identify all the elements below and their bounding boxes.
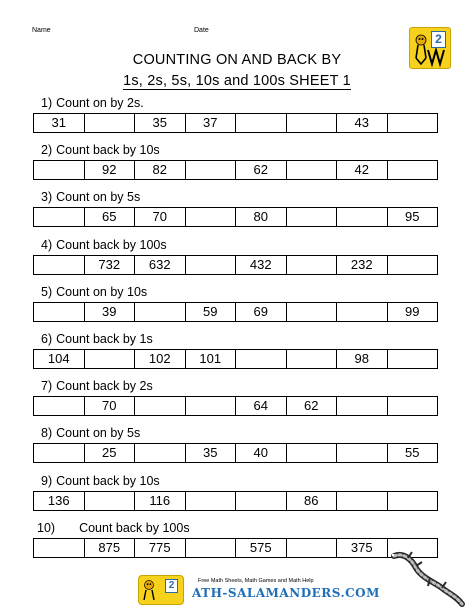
answer-blank-cell[interactable] xyxy=(388,492,438,510)
sequence-number-cell: 98 xyxy=(337,350,388,368)
answer-blank-cell[interactable] xyxy=(34,444,85,462)
question-instruction: Count back by 100s xyxy=(79,520,190,535)
sequence-number-cell: 104 xyxy=(34,350,85,368)
answer-blank-cell[interactable] xyxy=(85,492,136,510)
question-number: 10) xyxy=(37,520,56,535)
answer-blank-cell[interactable] xyxy=(236,350,287,368)
sequence-number-cell: 65 xyxy=(85,208,136,226)
answer-blank-cell[interactable] xyxy=(236,492,287,510)
answer-blank-cell[interactable] xyxy=(287,114,338,132)
answer-blank-cell[interactable] xyxy=(34,539,85,557)
question-title xyxy=(41,143,160,157)
sequence-number-cell: 101 xyxy=(186,350,237,368)
sequence-number-cell: 775 xyxy=(135,539,186,557)
sequence-number-cell: 39 xyxy=(85,303,136,321)
question-instruction: Count back by 10s xyxy=(56,143,160,158)
sequence-number-cell: 70 xyxy=(85,397,136,415)
question-instruction: Count back by 100s xyxy=(56,237,167,252)
question-instruction: Count back by 2s xyxy=(56,379,153,394)
answer-blank-cell[interactable] xyxy=(135,444,186,462)
question-number: 1) xyxy=(41,96,53,110)
number-sequence-row xyxy=(33,443,438,463)
answer-blank-cell[interactable] xyxy=(186,492,237,510)
answer-blank-cell[interactable] xyxy=(135,397,186,415)
sequence-number-cell: 25 xyxy=(85,444,136,462)
question-instruction: Count on by 10s xyxy=(56,284,148,299)
question-instruction: Count on by 5s xyxy=(56,190,141,205)
sequence-number-cell: 42 xyxy=(337,161,388,179)
answer-blank-cell[interactable] xyxy=(337,208,388,226)
sequence-number-cell: 86 xyxy=(287,492,338,510)
answer-blank-cell[interactable] xyxy=(287,208,338,226)
answer-blank-cell[interactable] xyxy=(85,114,136,132)
page-title xyxy=(0,52,474,68)
answer-blank-cell[interactable] xyxy=(186,539,237,557)
sequence-number-cell: 43 xyxy=(337,114,388,132)
sequence-number-cell: 875 xyxy=(85,539,136,557)
number-sequence-row xyxy=(33,160,438,180)
question-instruction: Count back by 1s xyxy=(56,332,153,346)
sequence-number-cell: 35 xyxy=(186,444,237,462)
answer-blank-cell[interactable] xyxy=(388,161,438,179)
sequence-number-cell: 37 xyxy=(186,114,237,132)
footer-grade-badge: 2 xyxy=(165,579,178,593)
answer-blank-cell[interactable] xyxy=(337,492,388,510)
question-title xyxy=(41,474,160,488)
number-sequence-row xyxy=(33,538,438,558)
question-number: 6) xyxy=(41,332,53,346)
name-label: Name xyxy=(32,27,51,34)
footer-mascot-badge xyxy=(138,575,184,605)
sequence-number-cell: 62 xyxy=(287,397,338,415)
sequence-number-cell: 375 xyxy=(337,539,388,557)
answer-blank-cell[interactable] xyxy=(287,256,338,274)
sequence-number-cell: 575 xyxy=(236,539,287,557)
answer-blank-cell[interactable] xyxy=(135,303,186,321)
title-line-1: COUNTING ON AND BACK BY xyxy=(132,52,342,68)
number-sequence-row xyxy=(33,396,438,416)
sequence-number-cell: 99 xyxy=(405,303,420,319)
sequence-number-cell: 35 xyxy=(135,114,186,132)
question-title xyxy=(41,426,140,440)
question-instruction: Count back by 10s xyxy=(56,473,160,488)
answer-blank-cell[interactable] xyxy=(186,256,237,274)
answer-blank-cell[interactable] xyxy=(34,161,85,179)
answer-blank-cell[interactable] xyxy=(337,397,388,415)
answer-blank-cell[interactable] xyxy=(388,350,438,368)
sequence-number-cell: 102 xyxy=(135,350,186,368)
question-number: 9) xyxy=(41,473,53,488)
question-instruction: Count on by 2s. xyxy=(56,96,144,110)
sequence-number-cell: 59 xyxy=(186,303,237,321)
sequence-number-cell: 70 xyxy=(135,208,186,226)
answer-blank-cell[interactable] xyxy=(388,114,438,132)
answer-blank-cell[interactable] xyxy=(186,208,237,226)
answer-blank-cell[interactable] xyxy=(236,114,287,132)
number-sequence-row xyxy=(33,302,438,322)
date-label: Date xyxy=(194,27,209,34)
question-number: 5) xyxy=(41,284,53,299)
answer-blank-cell[interactable] xyxy=(388,256,438,274)
question-title xyxy=(41,332,153,346)
answer-blank-cell[interactable] xyxy=(34,397,85,415)
sequence-number-cell: 432 xyxy=(236,256,287,274)
footer-site-name: ATH-SALAMANDERS.COM xyxy=(192,586,380,600)
page-subtitle xyxy=(0,73,474,89)
question-title xyxy=(41,285,147,299)
answer-blank-cell[interactable] xyxy=(34,256,85,274)
math-salamanders-logo xyxy=(409,27,451,69)
number-sequence-row xyxy=(33,491,438,511)
number-sequence-row xyxy=(33,207,438,227)
number-sequence-row xyxy=(33,113,438,133)
answer-blank-cell[interactable] xyxy=(287,444,338,462)
sequence-number-cell: 95 xyxy=(405,209,420,225)
sequence-number-cell: 116 xyxy=(135,492,186,510)
answer-blank-cell[interactable] xyxy=(287,161,338,179)
question-number: 2) xyxy=(41,143,53,158)
question-number: 7) xyxy=(41,379,53,394)
grade-badge: 2 xyxy=(431,31,446,48)
sequence-number-cell: 82 xyxy=(135,161,186,179)
question-title xyxy=(41,190,140,204)
answer-blank-cell[interactable] xyxy=(337,444,388,462)
sequence-number-cell: 69 xyxy=(236,303,287,321)
answer-blank-cell[interactable] xyxy=(34,208,85,226)
number-sequence-row xyxy=(33,255,438,275)
question-instruction: Count on by 5s xyxy=(56,426,141,441)
answer-blank-cell[interactable] xyxy=(34,303,85,321)
sequence-number-cell: 232 xyxy=(337,256,388,274)
footer-tagline: Free Math Sheets, Math Games and Math Help xyxy=(198,578,314,584)
question-title xyxy=(41,379,153,393)
answer-blank-cell[interactable] xyxy=(388,397,438,415)
question-number: 3) xyxy=(41,190,53,205)
sequence-number-cell: 31 xyxy=(34,114,85,132)
answer-blank-cell[interactable] xyxy=(287,539,338,557)
sequence-number-cell: 80 xyxy=(236,208,287,226)
sequence-number-cell: 62 xyxy=(236,161,287,179)
sequence-number-cell: 732 xyxy=(85,256,136,274)
answer-blank-cell[interactable] xyxy=(287,303,338,321)
sequence-number-cell: 55 xyxy=(405,445,420,461)
question-number: 8) xyxy=(41,426,53,441)
question-title xyxy=(41,238,167,252)
title-line-2: 1s, 2s, 5s, 10s and 100s SHEET 1 xyxy=(123,73,351,89)
answer-blank-cell[interactable] xyxy=(337,303,388,321)
answer-blank-cell[interactable] xyxy=(186,397,237,415)
sequence-number-cell: 64 xyxy=(236,397,287,415)
sequence-number-cell: 40 xyxy=(236,444,287,462)
salamander-illustration-icon xyxy=(386,548,466,608)
question-title xyxy=(37,521,190,535)
answer-blank-cell[interactable] xyxy=(287,350,338,368)
answer-blank-cell[interactable] xyxy=(186,161,237,179)
answer-blank-cell[interactable] xyxy=(85,350,136,368)
question-title xyxy=(41,96,144,110)
sequence-number-cell: 92 xyxy=(85,161,136,179)
footer-logo xyxy=(138,575,380,603)
number-sequence-row xyxy=(33,349,438,369)
sequence-number-cell: 632 xyxy=(135,256,186,274)
question-number: 4) xyxy=(41,237,53,252)
sequence-number-cell: 136 xyxy=(34,492,85,510)
